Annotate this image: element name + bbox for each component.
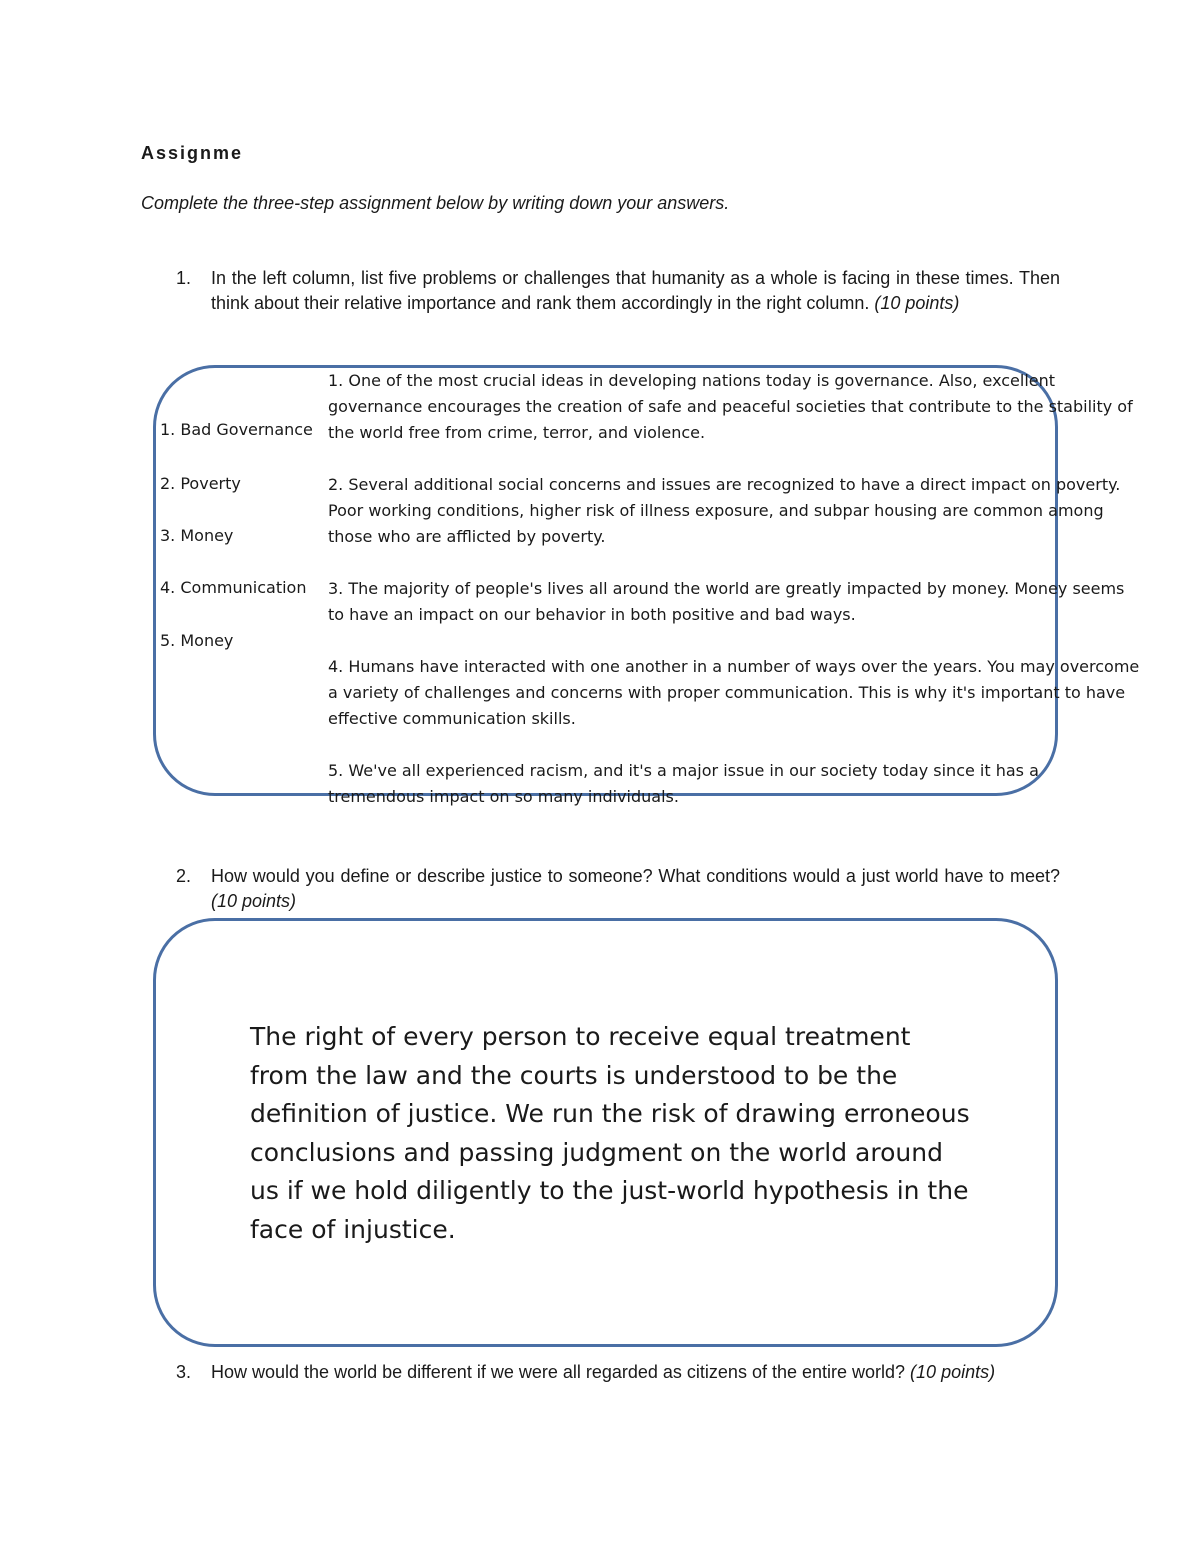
question-text: In the left column, list five problems or challenges that humanity as a whole is facing in these times. Then think about their relative importance and rank them accordingly in the right column. [211, 268, 1060, 313]
list-item: 5. We've all experienced racism, and it's a major issue in our society today since it has a tremendous impact on so many individuals. [328, 761, 1039, 806]
question-points: (10 points) [211, 891, 297, 911]
list-item: 2. Poverty [160, 474, 241, 493]
list-item: 2. Several additional social concerns and issues are recognized to have a direct impact on poverty. Poor working conditions, higher risk of illness exposure, and subpar housing are common among those who are afflicted by poverty. [328, 475, 1121, 546]
list-item: 5. Money [160, 631, 234, 650]
list-item: 1. One of the most crucial ideas in developing nations today is governance. Also, excellent governance encourages the creation of safe and peaceful societies that contribute to the stability of the world free from crime, terror, and violence. [328, 371, 1133, 442]
question-number: 1. [176, 268, 192, 288]
justice-answer: The right of every person to receive equal treatment from the law and the courts is understood to be the definition of justice. We run the risk of drawing erroneous conclusions and passing judgment on the world around us if we hold diligently to the just-world hypothesis in the face of injustice. [250, 1022, 970, 1244]
question-text: How would you define or describe justice to someone? What conditions would a just world have to meet? [211, 866, 1060, 886]
question-points: (10 points) [910, 1362, 996, 1382]
question-text: How would the world be different if we were all regarded as citizens of the entire world? [211, 1362, 906, 1382]
question-number: 3. [176, 1362, 192, 1382]
instructions: Complete the three-step assignment below by writing down your answers. [141, 193, 730, 213]
document-title: Assignme [141, 143, 244, 163]
list-item: 1. Bad Governance [160, 420, 313, 439]
question-number: 2. [176, 866, 192, 886]
list-item: 4. Humans have interacted with one another in a number of ways over the years. You may overcome a variety of challenges and concerns with proper communication. This is why it's important to have effective communication skills. [328, 657, 1140, 728]
ranking-list [328, 368, 1140, 810]
list-item: 4. Communication [160, 578, 307, 597]
list-item: 3. Money [160, 526, 234, 545]
list-item: 3. The majority of people's lives all around the world are greatly impacted by money. Money seems to have an impact on our behavior in both positive and bad ways. [328, 579, 1125, 624]
question-points: (10 points) [874, 293, 960, 313]
